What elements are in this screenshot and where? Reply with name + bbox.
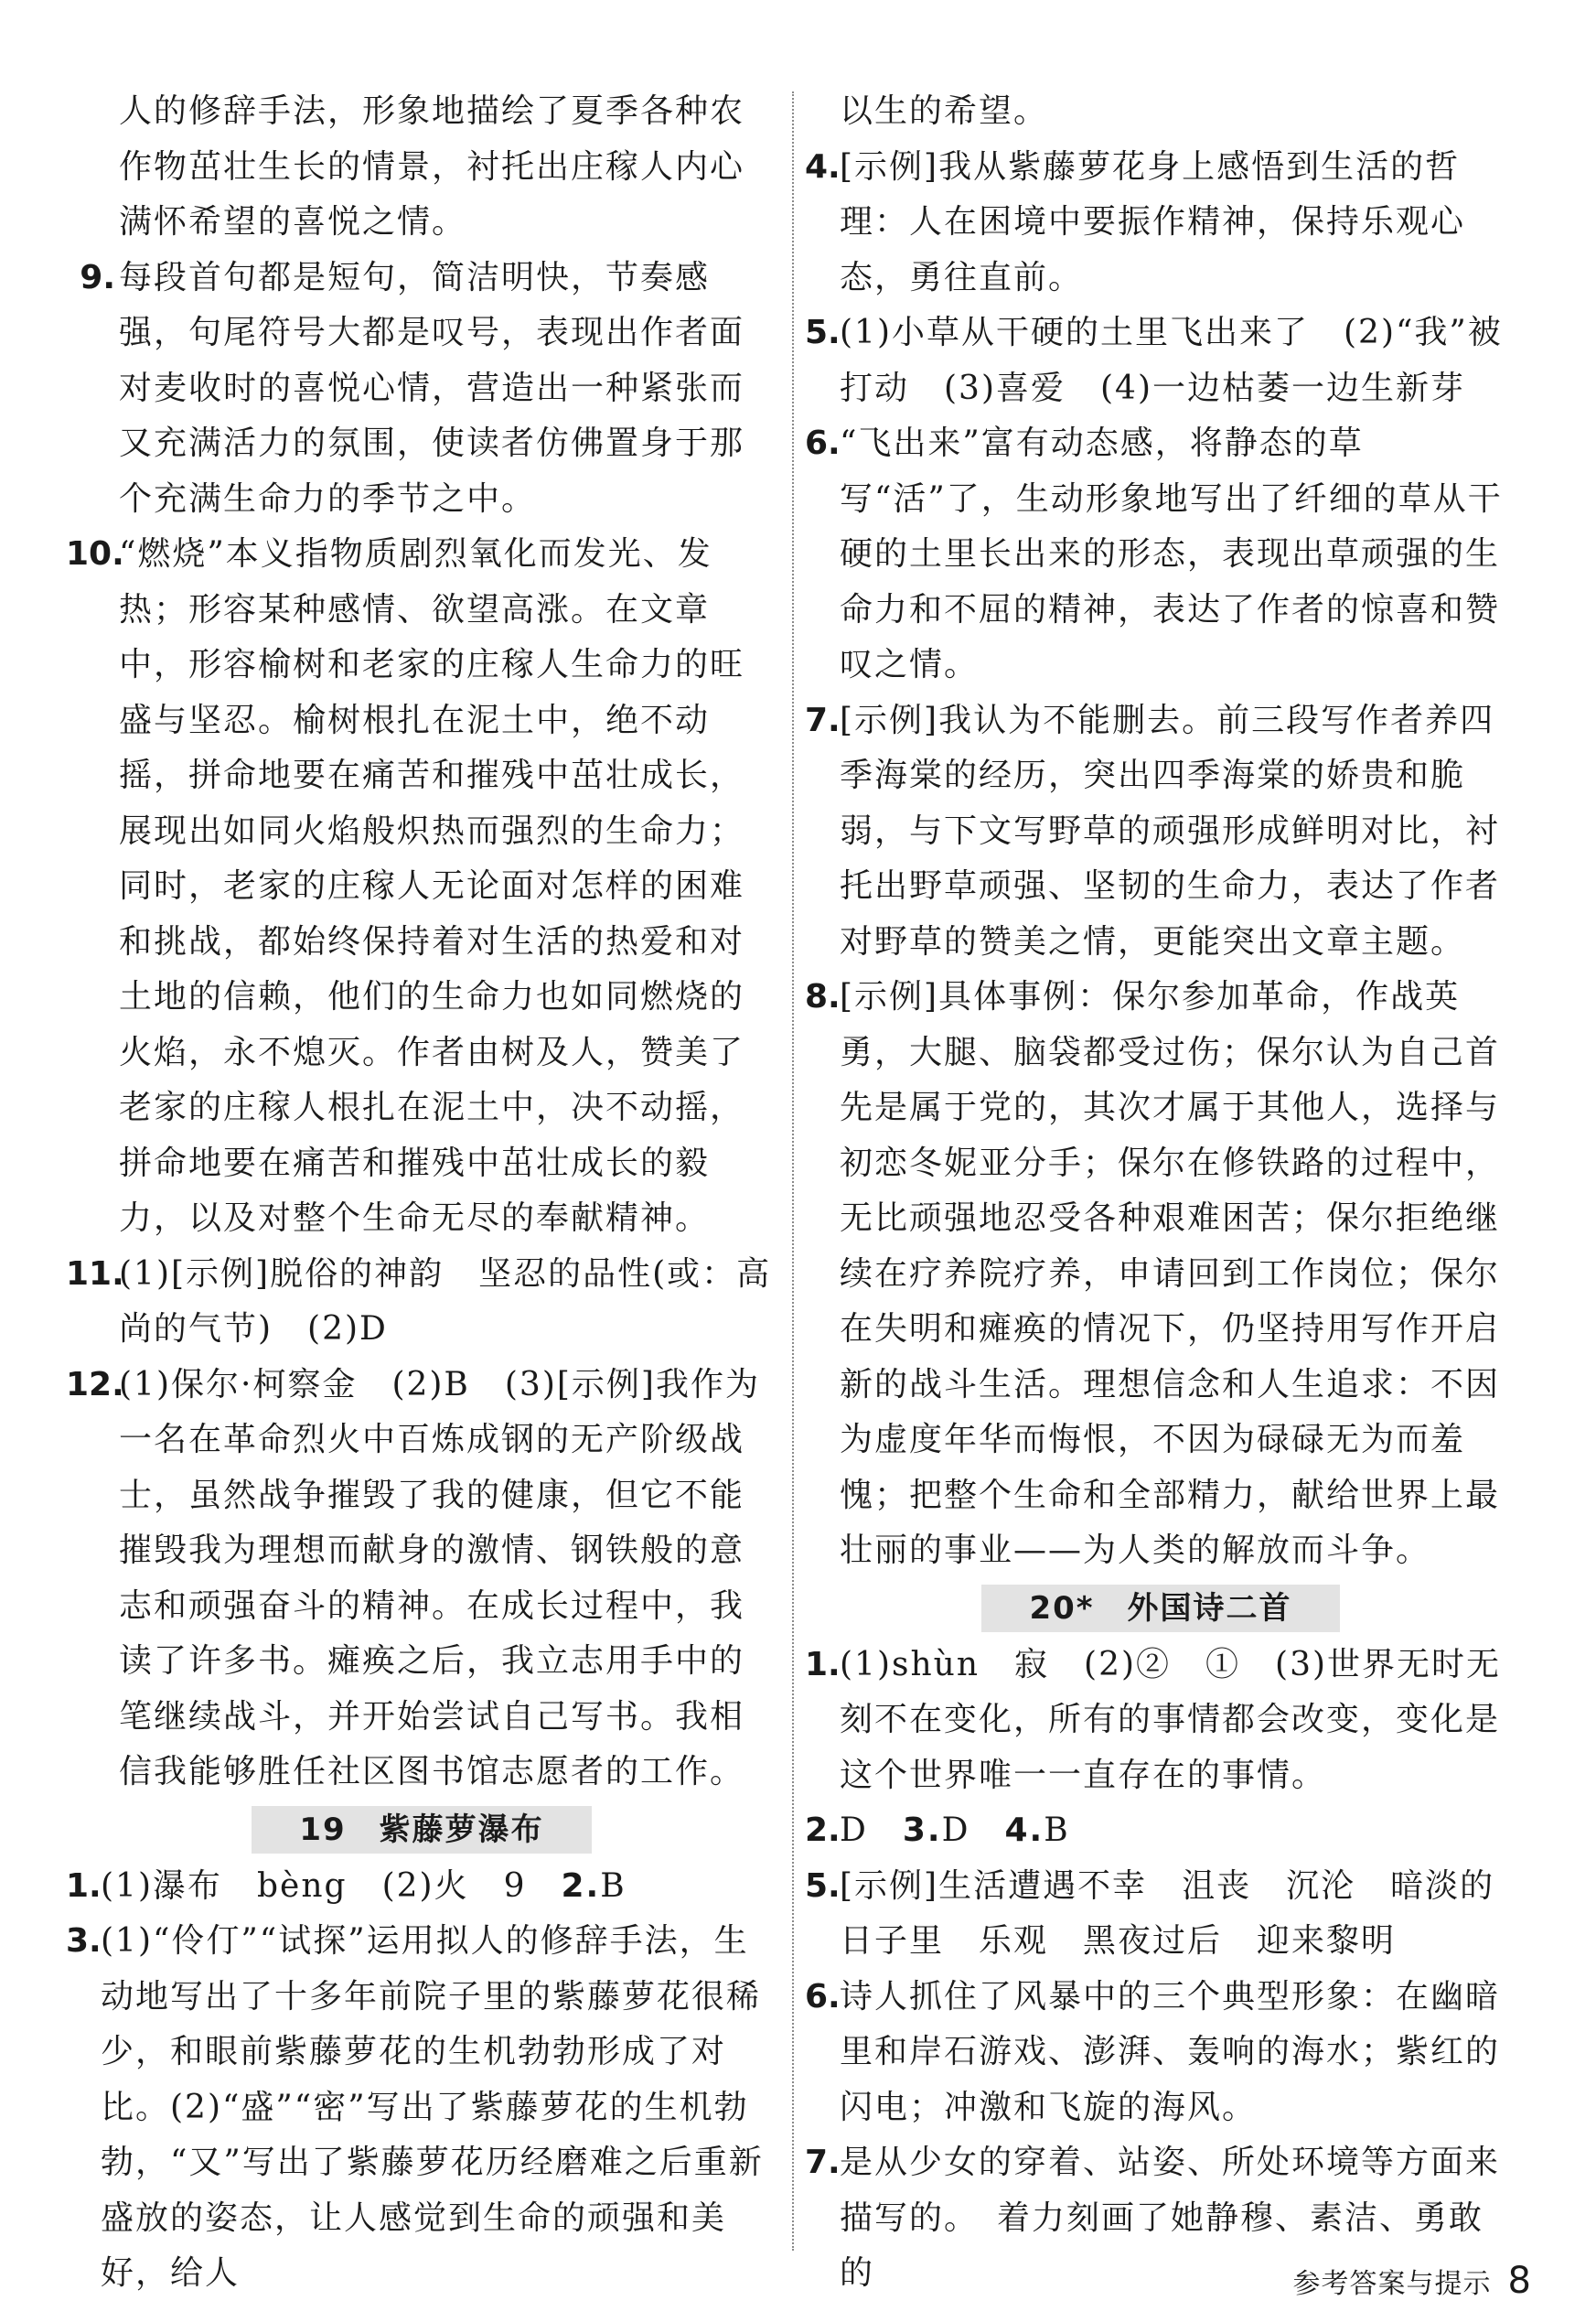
item-text: [示例]我从紫藤萝花身上感悟到生活的哲理：人在困境中要振作精神，保持乐观心态，勇往直前。 [840,147,1466,296]
item-number: 1. [66,1866,102,1905]
item-text [840,1803,1516,1859]
page-number: 8 [1507,2260,1532,2302]
answer-item [66,1358,777,1801]
item-number: 4. [805,147,841,186]
answer-item [66,1859,777,1915]
continued-paragraph: 以生的希望。 [840,92,1049,130]
item-text: “燃烧”本义指物质剧烈氧化而发光、发热；形容某种感情、欲望高涨。在文章中，形容榆树和老家的庄稼人生命力的旺盛与坚忍。榆树根扎在泥土中，绝不动摇，拼命地要在痛苦和摧残中茁壮成长，展现出如同火焰般炽热而强烈的生命力；同时，老家的庄稼人无论面对怎样的困难和挑战，都始终保持着对生活的热爱和对土地的信赖，他们的生命力也如同燃烧的火焰，永不熄灭。作者由树及人，赞美了老家的庄稼人根扎在泥土中，决不动摇，拼命地要在痛苦和摧残中茁壮成长的毅力，以及对整个生命无尽的奉献精神。 [119,535,745,1237]
item-number: 6. [805,425,841,462]
section-title: 19 紫藤萝瀑布 [252,1806,591,1854]
item-text: [示例]具体事例：保尔参加革命，作战英勇，大腿、脑袋都受过伤；保尔认为自己首先是属于党的，其次才属于其他人，选择与初恋冬妮亚分手；保尔在修铁路的过程中，无比顽强地忍受各种艰难困苦；保尔拒绝继续在疗养院疗养，申请回到工作岗位；保尔在失明和瘫痪的情况下，仍坚持用写作开启新的战斗生活。理想信念和人生追求：不因为虚度年华而悔恨，不因为碌碌无为而羞愧；把整个生命和全部精力，献给世界上最壮丽的事业——为人类的解放而斗争。 [840,978,1501,1569]
item-text-part: B [600,1866,627,1905]
answer-item [66,1247,777,1358]
item-text: (1)保尔·柯察金 (2)B (3)[示例]我作为一名在革命烈火中百炼成钢的无产阶级战士，虽然战争摧毁了我的健康，但它不能摧毁我为理想而献身的激情、钢铁般的意志和顽强奋斗的精神。在成长过程中，我读了许多书。瘫痪之后，我立志用手中的笔继续战斗，并开始尝试自己写书。我相信我能够胜任社区图书馆志愿者的工作。 [119,1365,760,1790]
item-text-part: D [941,1811,1005,1849]
item-number: 10. [66,535,124,573]
answer-item [805,140,1516,306]
right-column [805,84,1516,2302]
item-text: [示例]生活遭遇不幸 沮丧 沉沦 暗淡的日子里 乐观 黑夜过后 迎来黎明 [840,1866,1495,1960]
item-text-part: D [840,1811,903,1849]
answer-item [66,1914,777,2302]
item-number: 11. [66,1254,124,1293]
answer-item [66,527,777,1247]
item-number: 5. [805,314,841,351]
item-text-part: (1)瀑布 bèng (2)火 9 [101,1866,562,1905]
column-divider [792,91,794,2251]
item-text-part: B [1044,1811,1070,1849]
item-number: 5. [805,1866,841,1905]
item-text [101,1859,777,1915]
item-number: 7. [805,701,841,739]
answer-item [805,1970,1516,2136]
section-heading-20 [805,1585,1516,1632]
answer-item [805,306,1516,416]
item-number: 7. [805,2144,841,2181]
item-text: (1)小草从干硬的土里飞出来了 (2)“我”被打动 (3)喜爱 (4)一边枯萎一边生新芽 [840,314,1503,407]
item-number: 9. [80,258,115,296]
left-column [66,84,777,2302]
footer-label: 参考答案与提示 [1292,2268,1492,2300]
item-text: 每段首句都是短句，简洁明快，节奏感强，句尾符号大都是叹号，表现出作者面对麦收时的喜悦心情，营造出一种紧张而又充满活力的氛围，使读者仿佛置身于那个充满生命力的季节之中。 [119,258,745,518]
continued-paragraph: 人的修辞手法，形象地描绘了夏季各种农作物茁壮生长的情景，衬托出庄稼人内心满怀希望的喜悦之情。 [119,92,745,241]
item-text: (1)[示例]脱俗的神韵 坚忍的品性(或：高尚的气节) (2)D [119,1254,772,1348]
item-text: 诗人抓住了风暴中的三个典型形象：在幽暗里和岸石游戏、澎湃、轰响的海水；紫红的闪电；冲激和飞旋的海风。 [840,1977,1501,2126]
answer-item [805,693,1516,971]
item-number: 3. [66,1922,102,1960]
item-number: 12. [66,1365,124,1403]
item-text: 是从少女的穿着、站姿、所处环境等方面来描写的。 着力刻画了她静穆、素洁、勇敢的 [840,2144,1501,2292]
item-number: 4. [1004,1811,1044,1849]
answer-item [805,970,1516,1579]
item-text: [示例]我认为不能删去。前三段写作者养四季海棠的经历，突出四季海棠的娇贵和脆弱，与下文写野草的顽强形成鲜明对比，衬托出野草顽强、坚韧的生命力，表达了作者对野草的赞美之情，更能突出文章主题。 [840,701,1501,961]
page-footer [1293,2260,1532,2302]
answer-item [66,251,777,528]
item-text: (1)“伶仃”“试探”运用拟人的修辞手法，生动地写出了十多年前院子里的紫藤萝花很稀少，和眼前紫藤萝花的生机勃勃形成了对比。(2)“盛”“密”写出了紫藤萝花的生机勃勃，“又”写出了紫藤萝花历经磨难之后重新盛放的姿态，让人感觉到生命的顽强和美好，给人 [101,1922,764,2292]
item-number: 2. [805,1811,841,1849]
item-number: 8. [805,978,841,1016]
item-number: 2. [561,1866,601,1905]
item-text: (1)shùn 寂 (2)② ① (3)世界无时无刻不在变化，所有的事情都会改变，变化是这个世界唯一一直存在的事情。 [840,1645,1502,1794]
item-number: 3. [902,1811,942,1849]
answer-item [805,1859,1516,1970]
answer-item [805,1638,1516,1804]
answer-item [805,416,1516,693]
section-heading-19 [66,1806,777,1854]
section-title: 20* 外国诗二首 [981,1585,1339,1632]
answer-item [805,1803,1516,1859]
item-number: 1. [805,1645,841,1683]
item-number: 6. [805,1977,841,2016]
item-text: “飞出来”富有动态感，将静态的草写“活”了，生动形象地写出了纤细的草从干硬的土里长出来的形态，表现出草顽强的生命力和不屈的精神，表达了作者的惊喜和赞叹之情。 [840,425,1503,683]
